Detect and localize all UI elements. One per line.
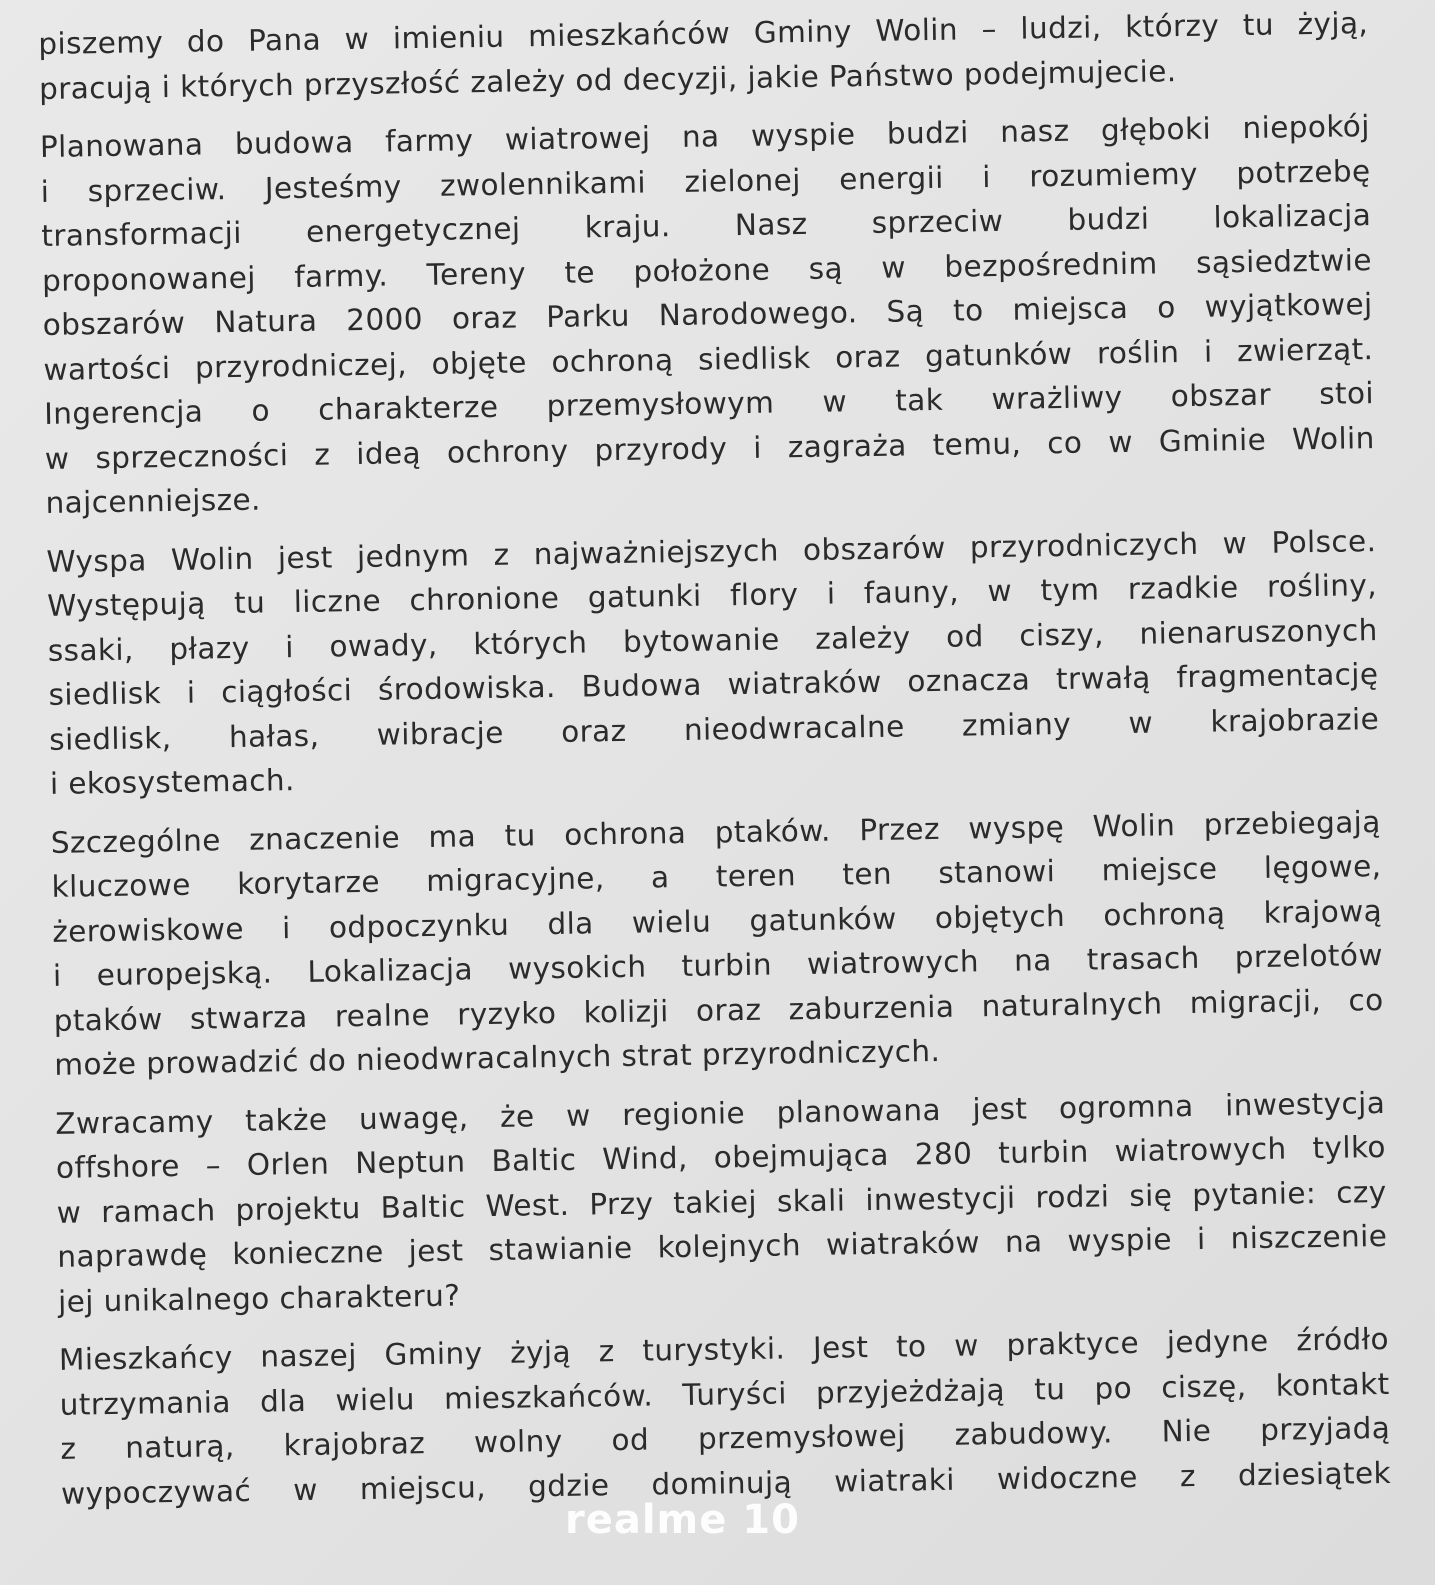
paragraph xyxy=(46,519,1380,807)
paragraph xyxy=(40,104,1376,525)
paragraph xyxy=(51,800,1385,1088)
text-line: Ingerencja o charakterze przemysłowym w tak wrażliwy obszar stoi xyxy=(43,376,1375,431)
text-line: ssaki, płazy i owady, których bytowanie zależy od ciszy, nienaruszonych xyxy=(47,612,1378,668)
text-line: najcenniejsze. xyxy=(45,482,262,520)
text-line: offshore – Orlen Neptun Baltic Wind, obejmująca 280 turbin wiatrowych tylko xyxy=(55,1129,1387,1185)
text-line: Zwracamy także uwagę, że w regionie planowana jest ogromna inwestycja xyxy=(55,1085,1386,1141)
text-line: siedlisk, hałas, wibracje oraz nieodwracalne zmiany w krajobrazie xyxy=(49,701,1380,757)
text-line: może prowadzić do nieodwracalnych strat przyrodniczych. xyxy=(54,1033,941,1082)
text-line: Szczególne znaczenie ma tu ochrona ptaków. Przez wyspę Wolin przebiegają xyxy=(50,804,1381,860)
text-line: proponowanej farmy. Tereny te położone są w bezpośrednim sąsiedztwie xyxy=(41,242,1373,298)
text-line: żerowiskowe i odpoczynku dla wielu gatunków objętych ochroną krajową xyxy=(52,893,1383,949)
paragraph xyxy=(59,1317,1392,1516)
text-line: kluczowe korytarze migracyjne, a teren ten stanowi miejsce lęgowe, xyxy=(51,849,1382,904)
text-line: w ramach projektu Baltic West. Przy takiej skali inwestycji rodzi się pytanie: czy xyxy=(56,1174,1387,1230)
text-line: naprawdę konieczne jest stawianie kolejnych wiatraków na wyspie i niszczenie xyxy=(57,1218,1388,1274)
text-line: Występują tu liczne chronione gatunki flory i fauny, w tym rzadkie rośliny, xyxy=(46,568,1378,623)
text-line: wartości przyrodniczej, objęte ochroną siedlisk oraz gatunków roślin i zwierząt. xyxy=(43,331,1374,387)
text-line: pracują i których przyszłość zależy od decyzji, jakie Państwo podejmujecie. xyxy=(38,53,1177,106)
text-line: jej unikalnego charakteru? xyxy=(57,1278,461,1319)
text-line: i sprzeciw. Jesteśmy zwolennikami zielonej energii i rozumiemy potrzebę xyxy=(40,153,1371,209)
text-line: siedlisk i ciągłości środowiska. Budowa wiatraków oznacza trwałą fragmentację xyxy=(48,657,1379,712)
text-line: transformacji energetycznej kraju. Nasz sprzeciw budzi lokalizacja xyxy=(41,198,1372,253)
text-line: obszarów Natura 2000 oraz Parku Narodowego. Są to miejsca o wyjątkowej xyxy=(42,287,1373,342)
text-line: Planowana budowa farmy wiatrowej na wyspie budzi nasz głęboki niepokój xyxy=(39,109,1371,164)
text-line: piszemy do Pana w imieniu mieszkańców Gminy Wolin – ludzi, którzy tu żyją, xyxy=(38,6,1369,61)
letter-body xyxy=(38,1,1392,1530)
text-line: w sprzeczności z ideą ochrony przyrody i zagraża temu, co w Gminie Wolin xyxy=(44,420,1375,476)
text-line: z naturą, krajobraz wolny od przemysłowej zabudowy. Nie przyjadą xyxy=(60,1410,1391,1466)
text-line: wypoczywać w miejscu, gdzie dominują wiatraki widoczne z dziesiątek xyxy=(60,1455,1392,1511)
text-line: Wyspa Wolin jest jednym z najważniejszych obszarów przyrodniczych w Polsce. xyxy=(46,523,1377,579)
text-line: utrzymania dla wielu mieszkańców. Turyści przyjeżdżają tu po ciszę, kontakt xyxy=(59,1366,1390,1422)
paragraph xyxy=(38,1,1369,111)
text-line: i europejską. Lokalizacja wysokich turbin wiatrowych na trasach przelotów xyxy=(52,937,1384,993)
text-line: Mieszkańcy naszej Gminy żyją z turystyki. Jest to w praktyce jedyne źródło xyxy=(58,1321,1390,1377)
paragraph xyxy=(55,1080,1388,1323)
camera-watermark: realme 10 xyxy=(565,1497,800,1543)
text-line: i ekosystemach. xyxy=(49,763,296,801)
text-line: ptaków stwarza realne ryzyko kolizji oraz zaburzenia naturalnych migracji, co xyxy=(53,982,1384,1038)
